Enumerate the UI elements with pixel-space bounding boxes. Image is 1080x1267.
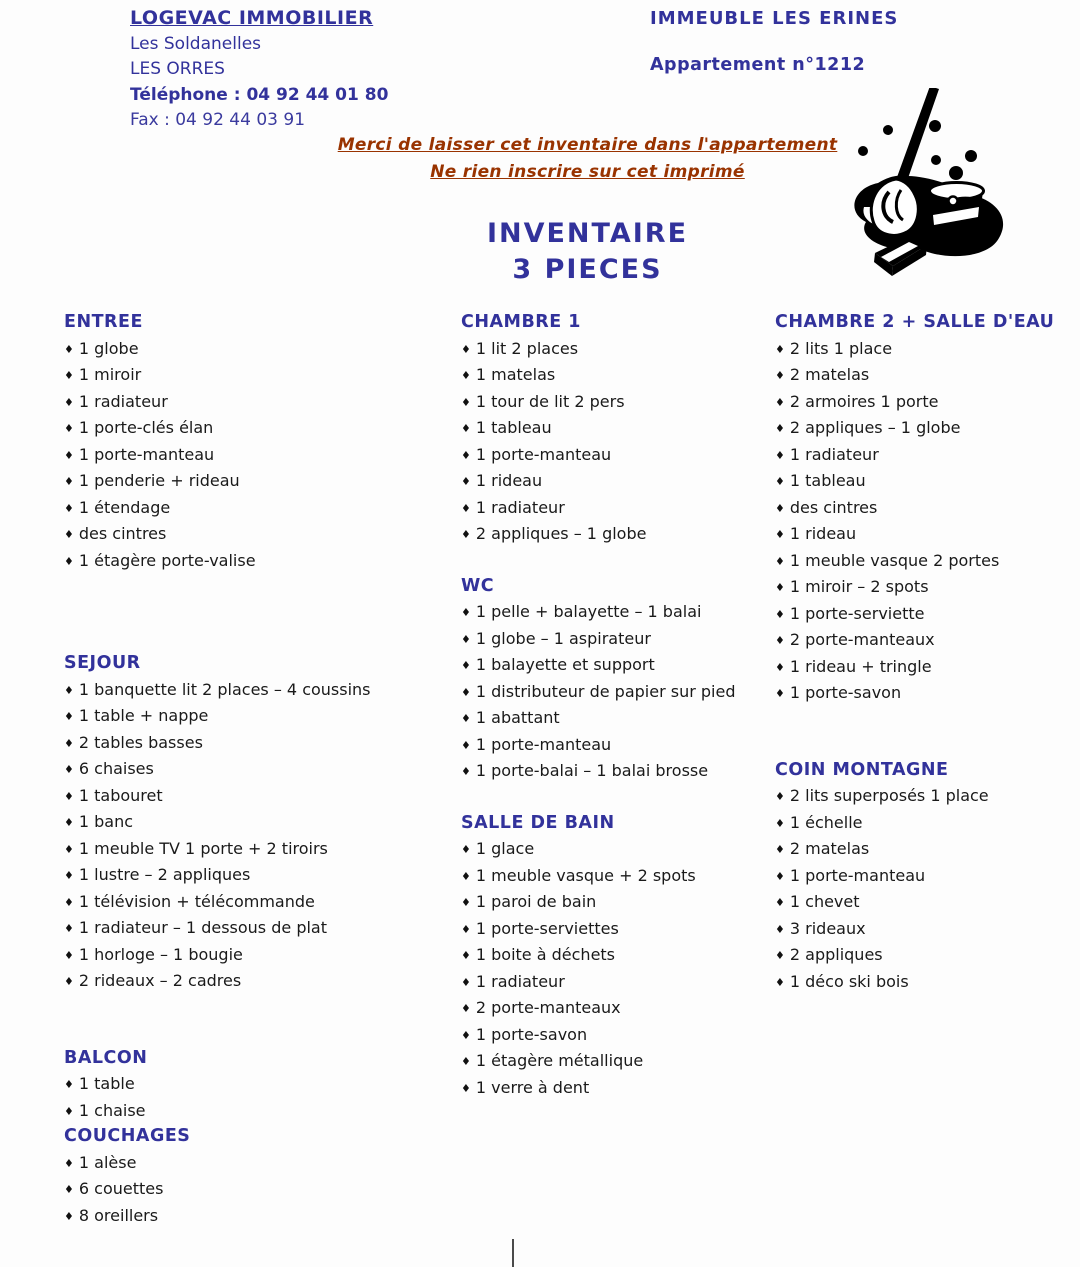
section-heading: WC [461, 575, 495, 596]
diamond-bullet-icon: ♦ [461, 1028, 471, 1042]
diamond-bullet-icon: ♦ [64, 395, 74, 409]
diamond-bullet-icon: ♦ [461, 1002, 471, 1015]
inventory-item [64, 783, 462, 810]
item-text: 2 porte-manteaux [789, 630, 935, 649]
item-text: 1 alèse [78, 1152, 137, 1172]
inventory-item [775, 362, 1077, 389]
inventory-item [775, 680, 1077, 707]
item-text: 1 lustre – 2 appliques [78, 865, 251, 884]
item-text: 1 glace [475, 839, 535, 858]
inventory-item [64, 1098, 462, 1125]
diamond-bullet-icon: ♦ [64, 501, 74, 515]
inventory-item [775, 889, 1077, 916]
diamond-bullet-icon: ♦ [64, 448, 74, 462]
diamond-bullet-icon: ♦ [64, 1078, 74, 1091]
item-text: 1 porte-savon [789, 683, 902, 702]
section-item-list [461, 836, 775, 1101]
inventory-item [461, 889, 775, 916]
inventory-item [461, 1048, 775, 1075]
diamond-bullet-icon: ♦ [64, 554, 74, 568]
diamond-bullet-icon: ♦ [64, 869, 74, 882]
diamond-bullet-icon: ♦ [775, 843, 785, 856]
diamond-bullet-icon: ♦ [64, 683, 74, 697]
diamond-bullet-icon: ♦ [775, 475, 785, 488]
item-text: 1 boite à déchets [475, 945, 616, 964]
item-text: 2 armoires 1 porte [789, 391, 939, 411]
inventory-item [461, 1075, 775, 1102]
item-text: 1 tour de lit 2 pers [475, 391, 625, 411]
diamond-bullet-icon: ♦ [775, 422, 785, 435]
inventory-section [775, 310, 1077, 707]
inventory-item [64, 756, 462, 783]
diamond-bullet-icon: ♦ [64, 948, 74, 962]
diamond-bullet-icon: ♦ [461, 685, 471, 699]
diamond-bullet-icon: ♦ [461, 369, 471, 382]
item-text: 1 échelle [789, 812, 863, 832]
diamond-bullet-icon: ♦ [461, 528, 471, 541]
inventory-item [64, 809, 462, 836]
diamond-bullet-icon: ♦ [775, 528, 785, 541]
diamond-bullet-icon: ♦ [461, 342, 471, 356]
section-heading: SEJOUR [64, 653, 141, 673]
diamond-bullet-icon: ♦ [64, 975, 74, 988]
diamond-bullet-icon: ♦ [775, 554, 785, 568]
section-heading: ENTREE [64, 312, 143, 332]
diamond-bullet-icon: ♦ [64, 789, 74, 803]
diamond-bullet-icon: ♦ [775, 975, 785, 989]
item-text: des cintres [78, 524, 167, 543]
section-item-list [461, 336, 775, 548]
inventory-item [64, 1150, 462, 1177]
section-item-list [64, 1071, 462, 1124]
diamond-bullet-icon: ♦ [775, 634, 785, 647]
inventory-item [461, 758, 775, 785]
inventory-item [775, 916, 1077, 943]
section-item-list [461, 599, 775, 785]
inventory-section [461, 811, 775, 1102]
inventory-item [64, 521, 462, 548]
inventory-item [64, 968, 462, 995]
diamond-bullet-icon: ♦ [64, 369, 74, 382]
inventory-item [775, 495, 1077, 522]
item-text: 8 oreillers [78, 1205, 159, 1225]
item-text: 2 matelas [789, 839, 870, 858]
item-text: 1 meuble vasque 2 portes [789, 550, 1000, 570]
section-item-list [775, 336, 1077, 707]
diamond-bullet-icon: ♦ [461, 712, 471, 725]
text-cursor-mark [512, 1239, 514, 1267]
diamond-bullet-icon: ♦ [775, 501, 785, 515]
inventory-item [461, 836, 775, 863]
item-text: 1 étagère métallique [475, 1051, 644, 1070]
item-text: 1 étendage [78, 497, 171, 517]
inventory-item [64, 915, 462, 942]
inventory-item [461, 942, 775, 969]
agency-address-line2: LES ORRES [130, 59, 225, 79]
item-text: 1 radiateur [475, 971, 565, 991]
inventory-item [461, 521, 775, 548]
diamond-bullet-icon: ♦ [775, 342, 785, 356]
inventory-item [461, 336, 775, 363]
diamond-bullet-icon: ♦ [461, 738, 471, 752]
section-item-list [64, 336, 462, 575]
inventory-item [64, 415, 462, 442]
inventory-item [775, 521, 1077, 548]
inventory-item [775, 601, 1077, 628]
inventory-item [64, 703, 462, 730]
inventory-section [64, 651, 462, 995]
inventory-section [775, 758, 1077, 996]
diamond-bullet-icon: ♦ [775, 448, 785, 462]
inventory-item [64, 730, 462, 757]
inventory-item [64, 336, 462, 363]
diamond-bullet-icon: ♦ [64, 842, 74, 856]
inventory-section [461, 310, 775, 548]
item-text: 1 radiateur – 1 dessous de plat [78, 918, 327, 937]
item-text: 1 porte-serviettes [475, 918, 619, 938]
diamond-bullet-icon: ♦ [461, 475, 471, 488]
diamond-bullet-icon: ♦ [461, 632, 471, 646]
item-text: 1 table + nappe [78, 706, 209, 725]
inventory-item [775, 836, 1077, 863]
inventory-item [64, 362, 462, 389]
inventory-item [64, 442, 462, 469]
item-text: 1 globe – 1 aspirateur [475, 628, 651, 648]
item-text: 1 lit 2 places [475, 338, 579, 358]
inventory-column-left [64, 310, 462, 1229]
item-text: 1 rideau [475, 471, 543, 490]
diamond-bullet-icon: ♦ [461, 765, 471, 778]
inventory-section [461, 574, 775, 785]
inventory-item [461, 626, 775, 653]
notice-line-1: Merci de laisser cet inventaire dans l'appartement [337, 135, 838, 155]
item-text: 1 porte-manteau [78, 444, 215, 464]
item-text: des cintres [789, 497, 878, 517]
item-text: 1 rideau [789, 524, 857, 543]
item-text: 1 porte-clés élan [78, 418, 214, 437]
inventory-item [775, 415, 1077, 442]
inventory-item [775, 863, 1077, 890]
item-text: 1 radiateur [789, 444, 879, 464]
inventory-item [461, 599, 775, 626]
notice-block [95, 132, 1080, 186]
section-heading: COIN MONTAGNE [775, 759, 949, 780]
item-text: 3 rideaux [789, 918, 866, 938]
diamond-bullet-icon: ♦ [64, 895, 74, 909]
diamond-bullet-icon: ♦ [775, 816, 785, 830]
diamond-bullet-icon: ♦ [461, 1081, 471, 1095]
item-text: 1 rideau + tringle [789, 656, 932, 676]
diamond-bullet-icon: ♦ [775, 922, 785, 936]
inventory-item [461, 389, 775, 416]
item-text: 1 porte-serviette [789, 603, 925, 623]
item-text: 1 matelas [475, 365, 556, 384]
diamond-bullet-icon: ♦ [64, 1209, 74, 1223]
diamond-bullet-icon: ♦ [461, 659, 471, 672]
inventory-section [64, 1046, 462, 1125]
item-text: 1 banquette lit 2 places – 4 coussins [78, 679, 371, 699]
item-text: 1 radiateur [78, 391, 168, 411]
section-heading: SALLE DE BAIN [461, 812, 615, 833]
property-header [650, 8, 898, 75]
inventory-item [775, 969, 1077, 996]
item-text: 1 verre à dent [475, 1077, 590, 1097]
item-text: 6 couettes [78, 1179, 164, 1198]
agency-name: LOGEVAC IMMOBILIER [130, 7, 374, 29]
item-text: 1 étagère porte-valise [78, 550, 256, 570]
diamond-bullet-icon: ♦ [64, 1104, 74, 1118]
inventory-item [64, 548, 462, 575]
inventory-section [64, 1124, 462, 1229]
item-text: 2 appliques – 1 globe [789, 418, 961, 437]
item-text: 1 tableau [789, 471, 866, 490]
diamond-bullet-icon: ♦ [64, 816, 74, 829]
diamond-bullet-icon: ♦ [461, 975, 471, 989]
diamond-bullet-icon: ♦ [775, 949, 785, 962]
item-text: 2 appliques – 1 globe [475, 524, 647, 543]
item-text: 2 tables basses [78, 732, 203, 752]
notice-line-2: Ne rien inscrire sur cet imprimé [430, 162, 745, 182]
item-text: 2 matelas [789, 365, 870, 384]
diamond-bullet-icon: ♦ [64, 1156, 74, 1170]
item-text: 2 appliques [789, 945, 883, 964]
section-item-list [775, 783, 1077, 995]
diamond-bullet-icon: ♦ [64, 422, 74, 435]
inventory-item [461, 916, 775, 943]
item-text: 1 distributeur de papier sur pied [475, 681, 736, 701]
section-item-list [64, 1150, 462, 1230]
item-text: 1 banc [78, 812, 134, 831]
diamond-bullet-icon: ♦ [461, 922, 471, 936]
item-text: 1 table [78, 1074, 135, 1093]
diamond-bullet-icon: ♦ [461, 501, 471, 515]
inventory-item [775, 942, 1077, 969]
diamond-bullet-icon: ♦ [461, 422, 471, 435]
section-heading: BALCON [64, 1047, 148, 1068]
diamond-bullet-icon: ♦ [775, 369, 785, 382]
inventory-item [775, 442, 1077, 469]
item-text: 1 télévision + télécommande [78, 891, 315, 911]
section-heading: CHAMBRE 1 [461, 312, 581, 332]
title-line-1: INVENTAIRE [486, 218, 689, 249]
item-text: 1 déco ski bois [789, 971, 909, 991]
inventory-item [775, 654, 1077, 681]
inventory-item [64, 1176, 462, 1203]
item-text: 1 porte-manteau [475, 444, 612, 464]
inventory-item [64, 836, 462, 863]
inventory-item [64, 468, 462, 495]
inventory-item [64, 1071, 462, 1098]
diamond-bullet-icon: ♦ [461, 606, 471, 619]
inventory-item [461, 495, 775, 522]
inventory-item [775, 336, 1077, 363]
inventory-section [64, 310, 462, 574]
section-item-list [64, 677, 462, 995]
diamond-bullet-icon: ♦ [775, 395, 785, 409]
apartment-number: Appartement n°1212 [650, 55, 866, 75]
item-text: 1 miroir – 2 spots [789, 577, 929, 596]
item-text: 1 paroi de bain [475, 892, 597, 911]
item-text: 1 porte-manteau [789, 865, 926, 885]
item-text: 2 lits 1 place [789, 338, 893, 358]
diamond-bullet-icon: ♦ [461, 843, 471, 856]
inventory-item [461, 1022, 775, 1049]
diamond-bullet-icon: ♦ [64, 710, 74, 723]
inventory-item [461, 995, 775, 1022]
inventory-item [64, 1203, 462, 1230]
diamond-bullet-icon: ♦ [64, 763, 74, 776]
diamond-bullet-icon: ♦ [461, 869, 471, 883]
item-text: 1 chevet [789, 892, 860, 911]
item-text: 1 chaise [78, 1100, 146, 1120]
item-text: 2 rideaux – 2 cadres [78, 971, 242, 990]
item-text: 1 porte-balai – 1 balai brosse [475, 761, 709, 780]
item-text: 6 chaises [78, 759, 154, 778]
inventory-item [775, 574, 1077, 601]
inventory-item [461, 732, 775, 759]
inventory-item [775, 810, 1077, 837]
item-text: 1 porte-savon [475, 1024, 588, 1044]
item-text: 1 radiateur [475, 497, 565, 517]
title-line-2: 3 PIECES [512, 254, 663, 285]
diamond-bullet-icon: ♦ [775, 896, 785, 909]
diamond-bullet-icon: ♦ [775, 660, 785, 674]
inventory-item [461, 969, 775, 996]
inventory-item [64, 389, 462, 416]
inventory-item [775, 389, 1077, 416]
item-text: 1 globe [78, 338, 139, 358]
inventory-item [461, 362, 775, 389]
inventory-item [461, 863, 775, 890]
diamond-bullet-icon: ♦ [64, 1183, 74, 1196]
diamond-bullet-icon: ♦ [64, 475, 74, 488]
diamond-bullet-icon: ♦ [461, 949, 471, 962]
diamond-bullet-icon: ♦ [64, 528, 74, 541]
item-text: 1 meuble vasque + 2 spots [475, 865, 696, 885]
inventory-item [461, 468, 775, 495]
building-name: IMMEUBLE LES ERINES [650, 8, 899, 29]
diamond-bullet-icon: ♦ [775, 869, 785, 883]
inventory-item [775, 548, 1077, 575]
inventory-item [64, 942, 462, 969]
item-text: 1 abattant [475, 708, 560, 727]
item-text: 1 meuble TV 1 porte + 2 tiroirs [78, 838, 328, 858]
diamond-bullet-icon: ♦ [461, 395, 471, 409]
item-text: 1 miroir [78, 365, 142, 384]
item-text: 1 tableau [475, 418, 552, 437]
diamond-bullet-icon: ♦ [64, 342, 74, 356]
inventory-column-right [775, 310, 1077, 995]
diamond-bullet-icon: ♦ [775, 687, 785, 700]
diamond-bullet-icon: ♦ [64, 736, 74, 750]
agency-header [130, 6, 388, 134]
inventory-item [775, 783, 1077, 810]
agency-fax: Fax : 04 92 44 03 91 [130, 110, 306, 130]
inventory-item [461, 415, 775, 442]
section-heading: CHAMBRE 2 + SALLE D'EAU [775, 312, 1055, 332]
item-text: 2 lits superposés 1 place [789, 786, 989, 805]
item-text: 1 porte-manteau [475, 734, 612, 754]
inventory-item [64, 862, 462, 889]
inventory-column-middle [461, 310, 775, 1101]
item-text: 1 tabouret [78, 785, 163, 805]
item-text: 1 horloge – 1 bougie [78, 944, 243, 964]
item-text: 1 penderie + rideau [78, 471, 240, 490]
item-text: 1 pelle + balayette – 1 balai [475, 602, 702, 621]
diamond-bullet-icon: ♦ [461, 1055, 471, 1068]
inventory-item [775, 468, 1077, 495]
inventory-item [461, 652, 775, 679]
document-title [95, 216, 1080, 288]
inventory-item [461, 679, 775, 706]
item-text: 2 porte-manteaux [475, 998, 621, 1017]
diamond-bullet-icon: ♦ [461, 896, 471, 909]
agency-phone: Téléphone : 04 92 44 01 80 [130, 84, 389, 105]
section-heading: COUCHAGES [64, 1126, 191, 1146]
diamond-bullet-icon: ♦ [775, 607, 785, 621]
diamond-bullet-icon: ♦ [775, 581, 785, 594]
inventory-item [64, 889, 462, 916]
diamond-bullet-icon: ♦ [461, 448, 471, 462]
inventory-item [64, 677, 462, 704]
inventory-item [461, 442, 775, 469]
inventory-item [461, 705, 775, 732]
inventory-item [64, 495, 462, 522]
agency-address-line1: Les Soldanelles [130, 33, 262, 54]
diamond-bullet-icon: ♦ [64, 922, 74, 935]
item-text: 1 balayette et support [475, 655, 655, 674]
inventory-item [775, 627, 1077, 654]
diamond-bullet-icon: ♦ [775, 790, 785, 803]
